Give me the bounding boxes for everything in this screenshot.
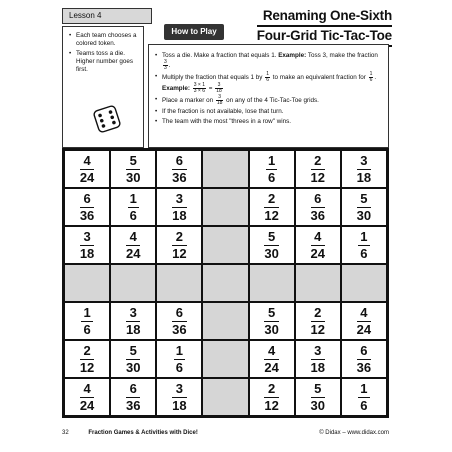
fraction-numerator: 5 [126, 344, 140, 360]
grid-cell[interactable] [110, 226, 156, 264]
how-to-play-box [148, 44, 389, 148]
fraction-numerator: 3 [172, 192, 186, 208]
fraction-numerator: 2 [264, 382, 278, 398]
fraction-numerator: 1 [360, 380, 368, 396]
fraction [80, 230, 94, 261]
fraction-numerator: 3 [311, 344, 325, 360]
lesson-label: Lesson 4 [62, 8, 152, 24]
fraction-denominator: 18 [79, 245, 95, 261]
fraction-numerator: 2 [311, 306, 325, 322]
grid-cell-shaded [202, 302, 248, 340]
fraction-numerator: 5 [311, 382, 325, 398]
grid-cell-shaded [202, 264, 248, 302]
fraction [172, 230, 186, 261]
fraction-denominator: 18 [216, 88, 222, 94]
grid-cell[interactable] [249, 378, 295, 416]
fraction [311, 230, 325, 261]
fraction-numerator: 6 [126, 382, 140, 398]
rule-4: • If the fraction is not available, lose that turn. [155, 107, 382, 116]
fraction-denominator: 6 [369, 77, 373, 83]
grid-cell[interactable] [341, 302, 387, 340]
grid-cell[interactable] [295, 340, 341, 378]
fraction [357, 154, 371, 185]
fraction [128, 192, 139, 223]
rule-2-example-product [193, 83, 206, 94]
fraction-denominator: 12 [310, 169, 325, 185]
fraction-denominator: 36 [172, 169, 187, 185]
die-icon [92, 104, 122, 134]
fraction [311, 344, 325, 375]
rule-3 [155, 95, 382, 106]
grid-cell-shaded [341, 264, 387, 302]
fraction-denominator: 18 [172, 397, 187, 413]
fraction-denominator: 6 [268, 169, 276, 185]
fraction-denominator: 18 [216, 100, 223, 106]
grid-cell-shaded [156, 264, 202, 302]
tic-tac-toe-grid [64, 150, 387, 416]
rule-3-text-b: on any of the 4 Tic-Tac-Toe grids. [226, 97, 319, 105]
fraction-numerator: 1 [360, 228, 368, 244]
rule-1: • Toss a die. Make a fraction that equals 1. Example: Toss 3, make the fraction $\frac{3}{3}$ . [155, 51, 382, 71]
fraction-numerator: 3 [215, 83, 223, 89]
fraction-numerator: 1 [83, 304, 91, 320]
grid-cell[interactable] [110, 340, 156, 378]
page-title [257, 7, 392, 47]
grid-cell[interactable] [64, 378, 110, 416]
grid-cell[interactable] [110, 150, 156, 188]
rule-2-text: Multiply the fraction that equals 1 by [162, 74, 263, 82]
rules-list [155, 51, 382, 126]
fraction-denominator: 6 [83, 321, 91, 337]
grid-cell[interactable] [341, 340, 387, 378]
fraction-numerator: 4 [311, 230, 325, 246]
fraction-denominator: 18 [356, 169, 372, 185]
fraction-denominator: 12 [264, 207, 279, 223]
grid-cell[interactable] [64, 340, 110, 378]
grid-cell[interactable] [341, 226, 387, 264]
fraction-denominator: 12 [310, 321, 325, 337]
grid-cell[interactable] [156, 340, 202, 378]
rule-1-example-text: Toss 3, make the fraction [307, 52, 378, 59]
fraction [126, 306, 140, 337]
fraction-denominator: 36 [310, 207, 325, 223]
fraction-denominator: 24 [356, 321, 372, 337]
fraction-denominator: 30 [356, 207, 372, 223]
fraction [264, 230, 278, 261]
fraction [172, 382, 186, 413]
fraction-numerator: 6 [357, 344, 371, 360]
fraction-denominator: 24 [79, 169, 95, 185]
fraction-numerator: 2 [172, 230, 186, 246]
fraction-numerator: 4 [126, 230, 140, 246]
grid-cell[interactable] [341, 378, 387, 416]
fraction-denominator: 24 [125, 245, 141, 261]
rule-2-example-label: Example: [162, 85, 190, 93]
fraction [311, 306, 325, 337]
fraction [264, 306, 278, 337]
fraction [358, 382, 369, 413]
fraction-numerator: 6 [311, 192, 325, 208]
rule-3-text-a: Place a marker on [162, 97, 214, 105]
fraction [80, 192, 94, 223]
fraction-numerator: 5 [126, 154, 140, 170]
fraction-denominator: 18 [172, 207, 187, 223]
fraction-numerator: 1 [369, 71, 373, 77]
equals-sign: = [208, 85, 213, 93]
fraction-denominator: 6 [360, 397, 368, 413]
grid-cell[interactable] [295, 226, 341, 264]
rule-2-text-b: to make an equivalent fraction for [272, 74, 366, 82]
fraction [311, 192, 325, 223]
grid-cell[interactable] [295, 378, 341, 416]
grid-cell[interactable] [295, 302, 341, 340]
footer-left [62, 430, 216, 436]
fraction-numerator: 3 [172, 382, 186, 398]
title-line-1: Renaming One-Sixth [262, 8, 392, 23]
fraction-numerator: 4 [80, 382, 94, 398]
fraction-denominator: 30 [264, 321, 279, 337]
grid-cell[interactable] [64, 150, 110, 188]
fraction [358, 230, 369, 261]
fraction [264, 344, 278, 375]
fraction-denominator: 6 [360, 245, 368, 261]
fraction-numerator: 3 [164, 59, 167, 65]
fraction [81, 306, 92, 337]
fraction [126, 230, 140, 261]
page-number: 32 [62, 430, 69, 436]
grid-cell[interactable] [64, 188, 110, 226]
grid-cell[interactable] [249, 302, 295, 340]
grid-cell[interactable] [341, 150, 387, 188]
fraction-numerator: 1 [129, 190, 137, 206]
fraction-numerator: 1 [266, 71, 269, 77]
fraction [172, 154, 186, 185]
fraction [266, 154, 277, 185]
fraction [80, 344, 94, 375]
grid-cell[interactable] [64, 302, 110, 340]
copyright: © Didax – www.didax.com [319, 430, 389, 436]
title-line-2: Four-Grid Tic-Tac-Toe [256, 28, 392, 43]
fraction-denominator: 36 [356, 359, 372, 375]
fraction [172, 192, 186, 223]
fraction-numerator: 6 [172, 306, 186, 322]
fraction-denominator: 6 [175, 359, 183, 375]
fraction-denominator: 36 [172, 321, 187, 337]
fraction-numerator: 4 [357, 306, 371, 322]
grid-cell-shaded [202, 226, 248, 264]
fraction-numerator: 5 [357, 192, 371, 208]
grid-cell[interactable] [249, 340, 295, 378]
fraction-numerator: 5 [264, 230, 278, 246]
grid-cell-shaded [110, 264, 156, 302]
fraction [126, 154, 140, 185]
fraction-denominator: 36 [125, 397, 141, 413]
grid-cell[interactable] [110, 378, 156, 416]
fraction-denominator: 24 [264, 359, 279, 375]
fraction-numerator: 4 [264, 344, 278, 360]
rule-5: • The team with the most "threes in a row" wins. [155, 117, 382, 126]
grid-cell[interactable] [249, 226, 295, 264]
rule-2-example-result [215, 83, 223, 94]
fraction-numerator: 6 [80, 192, 94, 208]
grid-cell-shaded [249, 264, 295, 302]
fraction-denominator: 6 [129, 207, 137, 223]
fraction-numerator: 2 [311, 154, 325, 170]
page-footer [62, 430, 389, 436]
fraction [80, 382, 94, 413]
fraction [357, 344, 371, 375]
rule-1-fraction [163, 60, 168, 71]
grid-cell[interactable] [249, 188, 295, 226]
tic-tac-toe-board [62, 148, 389, 418]
fraction-numerator: 3 × 1 [193, 82, 206, 88]
fraction-denominator: 30 [125, 359, 141, 375]
grid-cell[interactable] [156, 150, 202, 188]
fraction-numerator: 5 [264, 306, 278, 322]
fraction-numerator: 4 [80, 154, 94, 170]
fraction [172, 306, 186, 337]
fraction-denominator: 3 × 6 [193, 88, 206, 94]
grid-cell[interactable] [110, 188, 156, 226]
grid-cell[interactable] [64, 226, 110, 264]
setup-list [69, 32, 139, 74]
grid-cell-shaded [202, 150, 248, 188]
fraction-numerator: 2 [80, 344, 94, 360]
grid-cell-shaded [64, 264, 110, 302]
fraction-numerator: 6 [172, 154, 186, 170]
setup-item: • Each team chooses a colored token. [69, 32, 139, 48]
fraction [357, 306, 371, 337]
fraction [264, 192, 278, 223]
fraction-numerator: 3 [357, 154, 371, 170]
fraction-numerator: 1 [175, 342, 183, 358]
fraction-denominator: 30 [310, 397, 325, 413]
setup-item: • Teams toss a die. Higher number goes first. [69, 50, 139, 74]
fraction-denominator: 12 [79, 359, 95, 375]
rule-2-target [369, 72, 374, 83]
fraction [80, 154, 94, 185]
fraction-denominator: 18 [125, 321, 141, 337]
grid-cell[interactable] [156, 226, 202, 264]
fraction-numerator: 2 [264, 192, 278, 208]
fraction [311, 154, 325, 185]
fraction-numerator: 3 [126, 306, 140, 322]
book-title: Fraction Games & Activities with Dice! [88, 430, 198, 436]
fraction [174, 344, 185, 375]
fraction-numerator: 3 [216, 95, 224, 101]
fraction-denominator: 12 [264, 397, 279, 413]
fraction-denominator: 12 [172, 245, 187, 261]
grid-cell-shaded [295, 264, 341, 302]
grid-cell[interactable] [295, 188, 341, 226]
grid-cell[interactable] [341, 188, 387, 226]
fraction-denominator: 24 [79, 397, 95, 413]
rule-3-fraction [216, 95, 224, 106]
grid-cell[interactable] [249, 150, 295, 188]
fraction-numerator: 1 [268, 152, 276, 168]
grid-cell[interactable] [156, 378, 202, 416]
grid-cell-shaded [202, 188, 248, 226]
rule-2-multiplier [265, 72, 270, 83]
rule-1-text: Toss a die. Make a fraction that equals 1. [162, 52, 277, 59]
fraction [311, 382, 325, 413]
fraction-denominator: 6 [266, 77, 269, 83]
how-to-play-tab: How to Play [164, 24, 224, 40]
grid-cell-shaded [202, 340, 248, 378]
fraction-denominator: 30 [125, 169, 141, 185]
grid-cell[interactable] [110, 302, 156, 340]
fraction [126, 344, 140, 375]
fraction [357, 192, 371, 223]
grid-cell[interactable] [156, 302, 202, 340]
fraction-denominator: 30 [264, 245, 279, 261]
fraction-numerator: 3 [80, 230, 94, 246]
grid-cell-shaded [202, 378, 248, 416]
fraction [264, 382, 278, 413]
fraction-denominator: 3 [164, 65, 167, 71]
fraction-denominator: 24 [310, 245, 325, 261]
fraction-denominator: 18 [310, 359, 325, 375]
grid-cell[interactable] [295, 150, 341, 188]
fraction [126, 382, 140, 413]
rule-2: • Multiply the fraction that equals 1 by $\frac{1}{6}$ to make an equivalent fraction for $\frac{1}{6}$ . Example: $\frac{3 \times 1}{3 \times 6}$ = $\frac{3}{18}$ [155, 72, 382, 94]
grid-cell[interactable] [156, 188, 202, 226]
rule-1-example-label: Example: [278, 52, 307, 59]
fraction-denominator: 36 [79, 207, 95, 223]
